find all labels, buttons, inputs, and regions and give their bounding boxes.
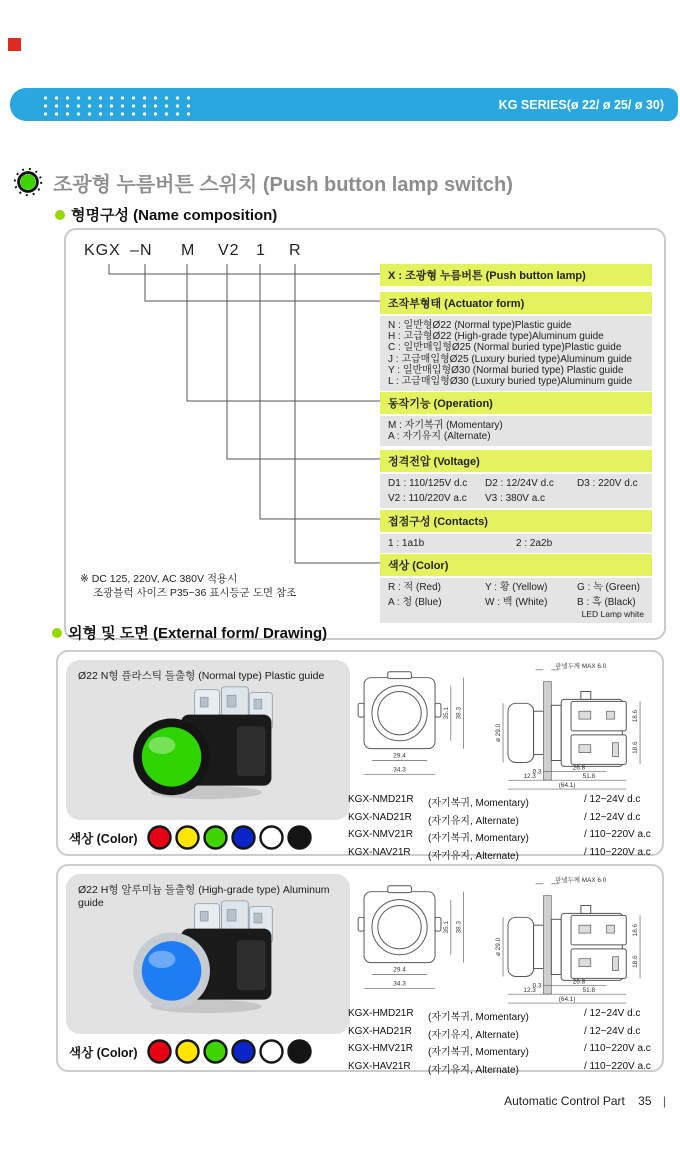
- option-line: Y : 일반매입형Ø30 (Normal buried type) Plastic guide: [388, 364, 624, 376]
- color-options-label: 색상 (Color): [69, 1045, 138, 1060]
- page-number: 35: [638, 1094, 652, 1108]
- option-line: M : 자기복귀 (Momentary): [388, 420, 503, 431]
- series-header-bar: [10, 88, 678, 121]
- option-line: C : 일반매입형Ø25 (Normal buried type)Plastic guide: [388, 342, 622, 354]
- option-cell: G : 녹 (Green): [577, 582, 641, 593]
- group-header: 정격전압 (Voltage): [380, 450, 652, 472]
- led-lamp-note: LED Lamp white: [581, 609, 644, 620]
- model-code: KGX-HMD21R: [348, 1008, 414, 1019]
- swatch-white: [260, 827, 282, 849]
- model-row: [348, 794, 662, 809]
- product-photo-panel: [66, 660, 350, 820]
- color-swatches: [146, 824, 316, 851]
- model-voltage: / 12~24V d.c: [584, 794, 641, 805]
- group-header: X : 조광형 누름버튼 (Push button lamp): [380, 264, 652, 286]
- option-cell: A : 청 (Blue): [388, 597, 442, 609]
- panel-thickness-label: 판넬두께 MAX 6.0: [555, 876, 607, 884]
- group-body: [380, 316, 652, 391]
- model-code: KGX-HAV21R: [348, 1060, 411, 1072]
- option-cell: D1 : 110/125V d.c: [388, 478, 468, 489]
- model-code: KGX-HMV21R: [348, 1043, 414, 1054]
- footnote-line-2: 조광블럭 사이즈 P35~36 표시등군 도면 참조: [93, 587, 297, 599]
- model-voltage: / 12~24V d.c: [584, 1025, 641, 1037]
- option-cell: D2 : 12/24V d.c: [485, 478, 554, 489]
- page-title-row: [12, 166, 513, 198]
- model-row: [348, 829, 662, 844]
- model-mode: (자기유지, Alternate): [428, 815, 519, 827]
- technical-drawing: [350, 870, 662, 1008]
- swatch-red: [148, 1041, 170, 1063]
- model-voltage: / 12~24V d.c: [584, 811, 641, 823]
- footnote-line-1: ※ DC 125, 220V, AC 380V 적용시: [80, 573, 238, 585]
- model-row: [348, 847, 662, 862]
- dim-front-w-outer: 34.3: [393, 980, 406, 988]
- external-form-heading: 외형 및 도면 (External form/ Drawing): [68, 625, 328, 642]
- external-form-section-head: [52, 622, 327, 643]
- page-footer: [504, 1094, 666, 1108]
- dim-front-w-inner: 29.4: [393, 752, 406, 760]
- product-box-high-grade-type: [56, 864, 664, 1076]
- dim-side-518: 51.8: [582, 987, 596, 995]
- dim-side-h-lower: 18.6: [632, 741, 640, 754]
- model-voltage: / 110~220V a.c: [584, 846, 651, 858]
- color-swatches: [146, 1038, 316, 1065]
- series-label: KG SERIES(ø 22/ ø 25/ ø 30): [498, 97, 664, 112]
- swatch-yellow: [176, 827, 198, 849]
- dim-side-h-upper: 18.6: [632, 709, 640, 723]
- option-cell: V2 : 110/220V a.c: [388, 493, 467, 505]
- model-mode: (자기유지, Alternate): [428, 1064, 519, 1076]
- model-voltage: / 110~220V a.c: [584, 829, 651, 840]
- dim-side-03: 0.3: [532, 768, 542, 776]
- dim-side-641: (64.1): [558, 782, 576, 790]
- dim-side-dia: ø 29.0: [495, 937, 503, 956]
- dim-front-h-outer: 38.3: [455, 920, 463, 934]
- model-mode: (자기유지, Alternate): [428, 1029, 519, 1041]
- option-line: J : 고급매입형Ø25 (Luxury buried type)Aluminum guide: [388, 353, 632, 365]
- model-code: KGX-NMV21R: [348, 829, 414, 840]
- option-cell: D3 : 220V d.c: [577, 478, 638, 489]
- group-header: 조작부형태 (Actuator form): [380, 292, 652, 314]
- product-photo-panel: [66, 874, 350, 1034]
- model-voltage: / 110~220V a.c: [584, 1043, 651, 1054]
- option-cell: 1 : 1a1b: [388, 538, 425, 549]
- model-code: KGX-NAD21R: [348, 811, 412, 823]
- group-actuator-form: [380, 292, 652, 391]
- option-cell: W : 백 (White): [485, 597, 548, 609]
- green-bullet-icon: [55, 210, 65, 220]
- color-options-row: [69, 1038, 316, 1065]
- group-header: 동작기능 (Operation): [380, 392, 652, 414]
- option-cell: V3 : 380V a.c: [485, 493, 546, 505]
- option-line: A : 자기유지 (Alternate): [388, 431, 491, 443]
- model-voltage: / 110~220V a.c: [584, 1060, 651, 1072]
- page-title: 조광형 누름버튼 스위치 (Push button lamp switch): [53, 173, 513, 196]
- dim-side-268: 26.8: [572, 978, 586, 986]
- dim-side-h-lower: 18.6: [632, 955, 640, 968]
- name-composition-heading: 형명구성 (Name composition): [71, 207, 278, 224]
- swatch-red: [148, 827, 170, 849]
- product-title: Ø22 H형 알루미늄 돌출형 (High-grade type) Aluminum guide: [78, 884, 330, 909]
- name-composition-section-head: [55, 204, 277, 225]
- model-list: [348, 794, 662, 864]
- model-code: KGX-NMD21R: [348, 794, 414, 805]
- option-cell: Y : 황 (Yellow): [485, 582, 548, 593]
- code-part-m: M: [181, 242, 196, 259]
- product-box-normal-type: [56, 650, 664, 862]
- code-part-v2: V2: [218, 242, 240, 259]
- swatch-blue: [232, 1041, 254, 1063]
- option-cell: R : 적 (Red): [388, 582, 441, 593]
- model-code: KGX-HAD21R: [348, 1025, 412, 1037]
- footer-bar: |: [662, 1094, 666, 1108]
- model-row: [348, 1008, 662, 1023]
- swatch-yellow: [176, 1041, 198, 1063]
- lamp-button-icon: [12, 166, 44, 198]
- swatch-black: [288, 827, 310, 849]
- dim-side-123: 12.3: [523, 773, 536, 781]
- group-header: 색상 (Color): [380, 554, 652, 576]
- dim-front-w-inner: 29.4: [393, 966, 406, 974]
- model-row: [348, 812, 662, 827]
- code-part-r: R: [289, 242, 302, 259]
- model-voltage: / 12~24V d.c: [584, 1008, 641, 1019]
- group-body: [380, 474, 652, 508]
- group-body: [380, 534, 652, 553]
- color-options-label: 색상 (Color): [69, 831, 138, 846]
- dim-side-h-upper: 18.6: [632, 923, 640, 937]
- code-part-n: N: [140, 242, 153, 259]
- green-bullet-icon: [52, 628, 62, 638]
- group-body: [380, 578, 652, 623]
- code-dash: –: [130, 242, 140, 259]
- group-header: 접점구성 (Contacts): [380, 510, 652, 532]
- name-composition-diagram: [64, 228, 666, 640]
- dim-front-w-outer: 34.3: [393, 766, 406, 774]
- dim-side-268: 26.8: [572, 764, 586, 772]
- option-line: H : 고급형Ø22 (High-grade type)Aluminum guide: [388, 331, 604, 343]
- swatch-black: [288, 1041, 310, 1063]
- model-mode: (자기복귀, Momentary): [428, 1047, 529, 1058]
- model-row: [348, 1061, 662, 1076]
- group-push-button-lamp: [380, 264, 652, 286]
- swatch-green: [204, 827, 226, 849]
- dim-side-03: 0.3: [532, 982, 542, 990]
- model-list: [348, 1008, 662, 1078]
- model-mode: (자기복귀, Momentary): [428, 1012, 529, 1023]
- swatch-green: [204, 1041, 226, 1063]
- group-operation: [380, 392, 652, 446]
- group-body: [380, 416, 652, 446]
- color-options-row: [69, 824, 316, 851]
- option-cell: [577, 493, 644, 504]
- push-button-photo: [114, 682, 304, 802]
- model-row: [348, 1026, 662, 1041]
- model-mode: (자기유지, Alternate): [428, 850, 519, 862]
- model-mode: (자기복귀, Momentary): [428, 833, 529, 844]
- product-title: Ø22 N형 플라스틱 돌출형 (Normal type) Plastic guide: [78, 670, 325, 682]
- group-contacts: [380, 510, 652, 553]
- option-line: L : 고급매입형Ø30 (Luxury buried type)Aluminum guide: [388, 376, 633, 388]
- dim-front-h-inner: 35.1: [442, 920, 450, 934]
- model-row: [348, 1043, 662, 1058]
- option-cell: B : 흑 (Black): [577, 597, 636, 609]
- dim-front-h-outer: 38.3: [455, 706, 463, 720]
- dim-side-518: 51.8: [582, 773, 596, 781]
- group-color: [380, 554, 652, 623]
- dots-pattern: [40, 94, 194, 117]
- technical-drawing: [350, 656, 662, 794]
- dim-side-641: (64.1): [558, 996, 576, 1004]
- code-prefix: KGX: [84, 242, 121, 259]
- corner-mark: [8, 38, 21, 51]
- diagram-footnote: [80, 572, 296, 600]
- panel-thickness-label: 판넬두께 MAX 6.0: [555, 662, 607, 670]
- dim-front-h-inner: 35.1: [442, 706, 450, 720]
- footer-label: Automatic Control Part: [504, 1094, 625, 1108]
- model-mode: (자기복귀, Momentary): [428, 798, 529, 809]
- code-part-1: 1: [256, 242, 266, 259]
- push-button-photo: [114, 896, 304, 1016]
- model-code: KGX-NAV21R: [348, 846, 411, 858]
- swatch-white: [260, 1041, 282, 1063]
- dim-side-123: 12.3: [523, 987, 536, 995]
- option-cell: 2 : 2a2b: [516, 538, 553, 549]
- option-line: N : 일반형Ø22 (Normal type)Plastic guide: [388, 320, 572, 331]
- swatch-blue: [232, 827, 254, 849]
- dim-side-dia: ø 29.0: [495, 723, 503, 742]
- group-voltage: [380, 450, 652, 508]
